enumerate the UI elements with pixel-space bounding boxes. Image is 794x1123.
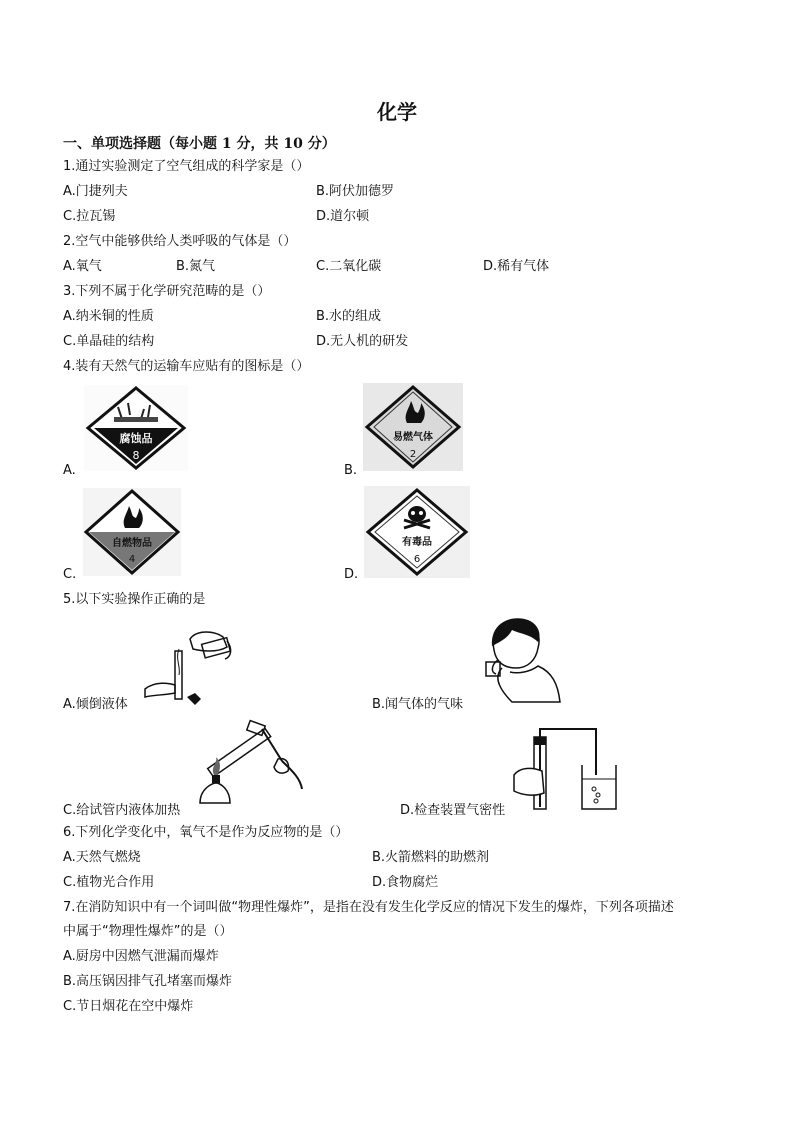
sign-b-label: 易燃气体 <box>393 432 433 443</box>
page-title: 化学 <box>377 100 417 124</box>
question-1-stem: 1.通过实验测定了空气组成的科学家是（） <box>63 159 310 174</box>
sign-c-label: 自燃物品 <box>112 538 152 549</box>
question-3-stem: 3.下列不属于化学研究范畴的是（） <box>63 284 271 299</box>
question-7-stem-line-2: 中属于“物理性爆炸”的是（） <box>63 924 233 939</box>
sign-b-number: 2 <box>409 449 417 460</box>
spontaneous-combustion-sign-image <box>83 488 181 576</box>
sign-d-label: 有毒品 <box>402 537 432 548</box>
pouring-liquid-image <box>135 619 245 711</box>
question-2-stem: 2.空气中能够供给人类呼吸的气体是（） <box>63 234 297 249</box>
toxic-sign-image <box>364 486 470 578</box>
q3-option-c: C.单晶硅的结构 <box>63 334 155 349</box>
sign-a-label: 腐蚀品 <box>119 432 153 445</box>
corrosive-sign-image <box>84 385 188 471</box>
q1-option-d: D.道尔顿 <box>316 209 370 224</box>
q5-option-b: B.闻气体的气味 <box>372 697 464 712</box>
q1-option-b: B.阿伏加德罗 <box>316 184 395 199</box>
question-5-stem: 5.以下实验操作正确的是 <box>63 592 206 607</box>
q6-option-b: B.火箭燃料的助燃剂 <box>372 850 490 865</box>
q6-option-d: D.食物腐烂 <box>372 875 439 890</box>
q6-option-c: C.植物光合作用 <box>63 875 155 890</box>
q6-option-a: A.天然气燃烧 <box>63 850 141 865</box>
q1-option-c: C.拉瓦锡 <box>63 209 116 224</box>
q2-option-c: C.二氧化碳 <box>316 259 382 274</box>
q4-option-b: B. <box>344 463 358 478</box>
flammable-gas-sign-image <box>363 383 463 471</box>
heating-test-tube-image <box>190 717 316 815</box>
q4-option-c: C. <box>63 567 77 582</box>
q2-option-d: D.稀有气体 <box>483 259 550 274</box>
q7-option-c: C.节日烟花在空中爆炸 <box>63 999 194 1014</box>
q5-option-c: C.给试管内液体加热 <box>63 803 181 818</box>
q4-option-d: D. <box>344 567 359 582</box>
q7-option-b: B.高压锅因排气孔堵塞而爆炸 <box>63 974 233 989</box>
question-7-stem-line-1: 7.在消防知识中有一个词叫做“物理性爆炸”，是指在没有发生化学反应的情况下发生的爆炸，下列各项描述 <box>63 900 674 915</box>
q5-option-a: A.倾倒液体 <box>63 697 128 712</box>
q2-option-a: A.氧气 <box>63 259 102 274</box>
section-heading: 一、单项选择题（每小题 1 分，共 10 分） <box>63 136 336 152</box>
q5-option-d: D.检查装置气密性 <box>400 803 506 818</box>
sign-d-number: 6 <box>413 554 421 565</box>
sign-c-number: 4 <box>128 554 136 565</box>
q4-option-a: A. <box>63 463 76 478</box>
sign-a-number: 8 <box>132 449 140 462</box>
smelling-gas-image <box>472 612 570 708</box>
q3-option-d: D.无人机的研发 <box>316 334 409 349</box>
q3-option-a: A.纳米铜的性质 <box>63 309 154 324</box>
question-4-stem: 4.装有天然气的运输车应贴有的图标是（） <box>63 359 310 374</box>
q1-option-a: A.门捷列夫 <box>63 184 128 199</box>
q7-option-a: A.厨房中因燃气泄漏而爆炸 <box>63 949 219 964</box>
q3-option-b: B.水的组成 <box>316 309 382 324</box>
q2-option-b: B.氮气 <box>176 259 216 274</box>
airtightness-check-image <box>512 715 618 813</box>
question-6-stem: 6.下列化学变化中，氧气不是作为反应物的是（） <box>63 825 349 840</box>
